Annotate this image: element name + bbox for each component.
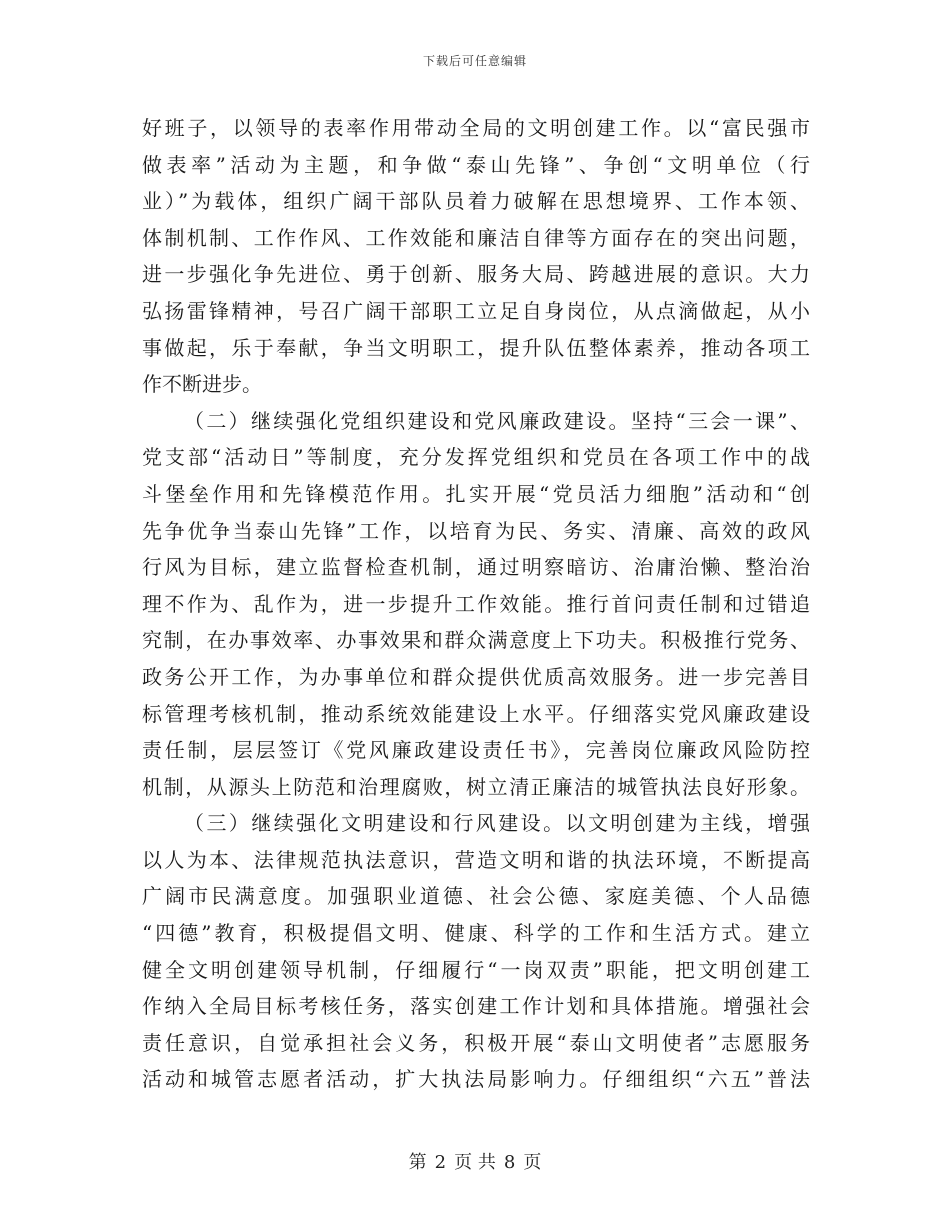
text-line: 好班子，以领导的表率作用带动全局的文明创建工作。以“富民强市: [142, 116, 810, 140]
text-line: 活动和城管志愿者活动，扩大执法局影响力。仔细组织“六五”普法: [142, 1067, 810, 1092]
text-line: （三）继续强化文明建设和行风建设。以文明创建为主线，增强: [184, 811, 810, 836]
text-line: 业）”为载体，组织广阔干部队员着力破解在思想境界、工作本领、: [142, 189, 810, 214]
text-line: 进一步强化争先进位、勇于创新、服务大局、跨越进展的意识。大力: [142, 262, 810, 287]
text-line: 作不断进步。: [142, 372, 262, 397]
footer-current-page: 2: [434, 1152, 447, 1173]
text-line: 事做起，乐于奉献，争当文明职工，提升队伍整体素养，推动各项工: [142, 335, 810, 360]
text-line: 弘扬雷锋精神，号召广阔干部职工立足自身岗位，从点滴做起，从小: [142, 298, 810, 323]
footer-middle: 页 共: [454, 1152, 496, 1173]
text-line: 责任意识，自觉承担社会义务，积极开展“泰山文明使者”志愿服务: [142, 1030, 810, 1055]
text-line: 标管理考核机制，推动系统效能建设上水平。仔细落实党风廉政建设: [142, 701, 810, 726]
text-line: 以人为本、法律规范执法意识，营造文明和谐的执法环境，不断提高: [142, 847, 810, 872]
footer-suffix: 页: [523, 1152, 542, 1173]
text-line: 广阔市民满意度。加强职业道德、社会公德、家庭美德、个人品德: [142, 884, 810, 909]
text-line: 作纳入全局目标考核任务，落实创建工作计划和具体措施。增强社会: [142, 994, 810, 1019]
text-line: 行风为目标，建立监督检查机制，通过明察暗访、治庸治懒、整治治: [142, 555, 810, 580]
text-line: 做表率”活动为主题，和争做“泰山先锋”、争创“文明单位（行: [142, 152, 810, 177]
text-line: 体制机制、工作作风、工作效能和廉洁自律等方面存在的突出问题，: [142, 225, 810, 250]
document-body: [142, 110, 810, 1098]
page-footer: [0, 1148, 950, 1174]
text-line: 究制，在办事效率、办事效果和群众满意度上下功夫。积极推行党务、: [142, 628, 810, 653]
text-line: 健全文明创建领导机制，仔细履行“一岗双责”职能，把文明创建工: [142, 957, 810, 982]
text-line: 党支部“活动日”等制度，充分发挥党组织和党员在各项工作中的战: [142, 445, 810, 470]
text-line: “四德”教育，积极提倡文明、健康、科学的工作和生活方式。建立: [142, 921, 810, 946]
text-line: 机制，从源头上防范和治理腐败，树立清正廉洁的城管执法良好形象。: [142, 774, 810, 799]
footer-prefix: 第: [408, 1152, 427, 1173]
footer-total-pages: 8: [503, 1152, 516, 1173]
text-line: 政务公开工作，为办事单位和群众提供优质高效服务。进一步完善目: [142, 664, 810, 689]
text-line: 责任制，层层签订《党风廉政建设责任书》，完善岗位廉政风险防控: [142, 738, 810, 763]
text-line: 理不作为、乱作为，进一步提升工作效能。推行首问责任制和过错追: [142, 591, 810, 616]
text-line: 斗堡垒作用和先锋模范作用。扎实开展“党员活力细胞”活动和“创: [142, 481, 810, 506]
text-line: 先争优争当泰山先锋”工作，以培育为民、务实、清廉、高效的政风: [142, 518, 810, 543]
text-line: （二）继续强化党组织建设和党风廉政建设。坚持“三会一课”、: [184, 408, 810, 433]
page-header-note: 下载后可任意编辑: [422, 54, 527, 68]
